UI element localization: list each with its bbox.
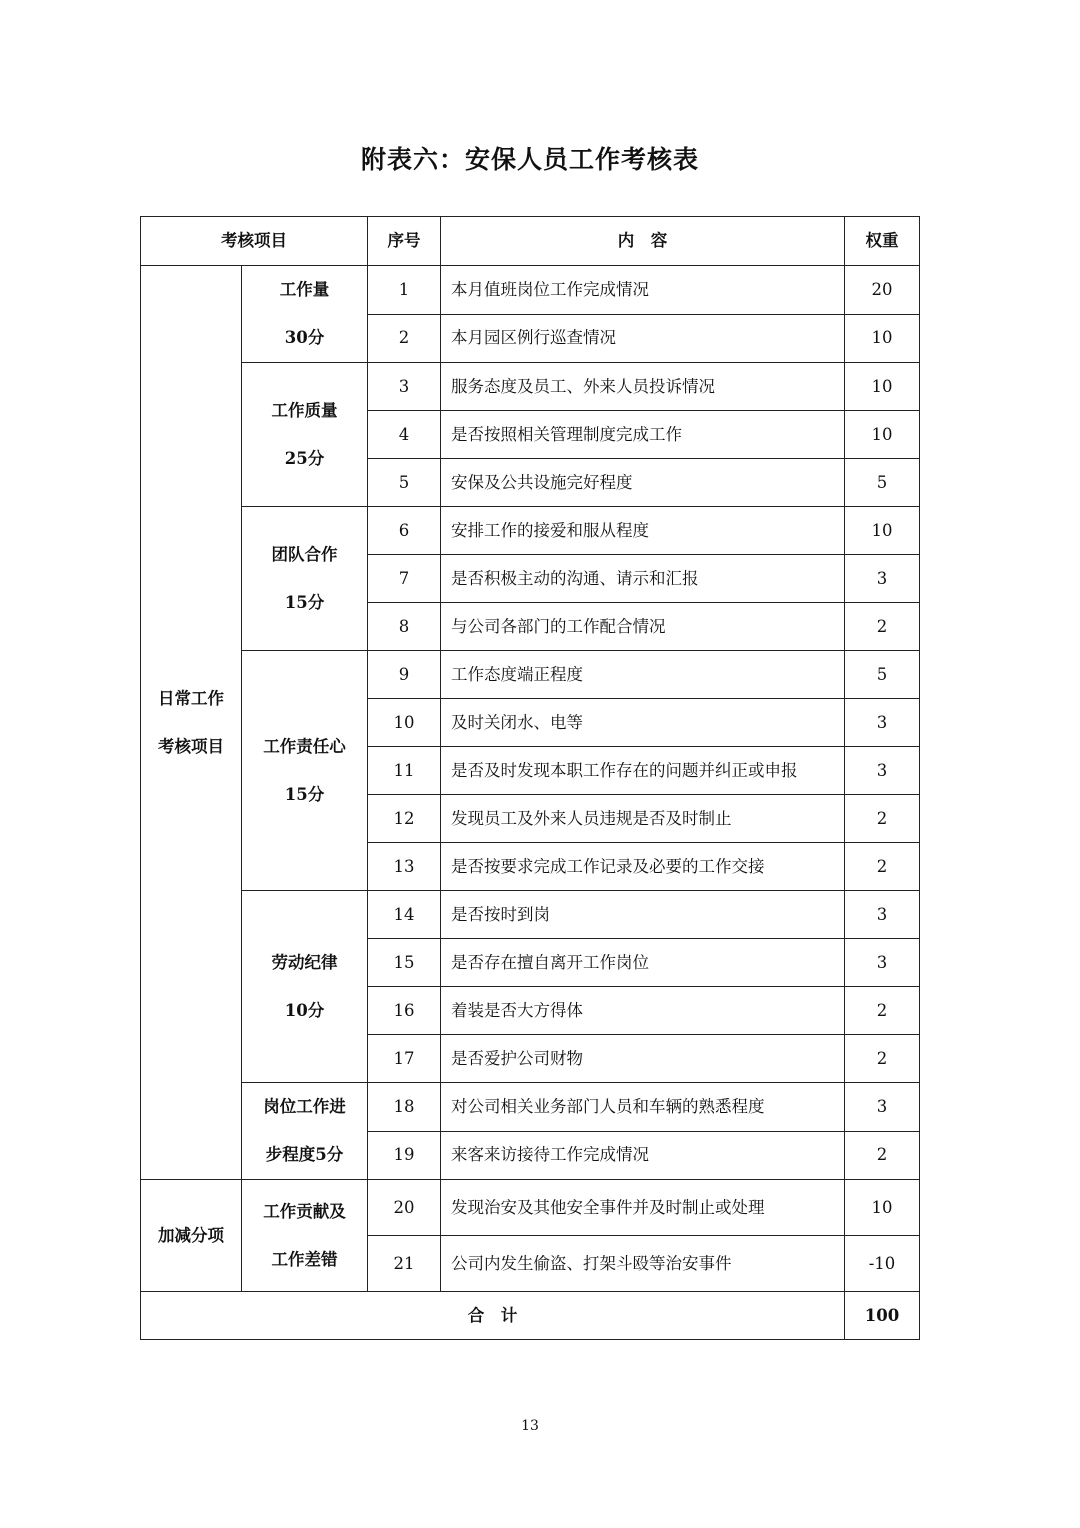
row-weight: 5 <box>845 459 920 507</box>
row-seq: 5 <box>368 459 441 507</box>
row-content: 与公司各部门的工作配合情况 <box>441 603 845 651</box>
table-row <box>141 891 920 939</box>
row-seq: 3 <box>368 363 441 411</box>
total-row <box>141 1292 920 1340</box>
table-header-row <box>141 217 920 266</box>
total-weight: 100 <box>845 1292 920 1340</box>
row-weight: 2 <box>845 795 920 843</box>
subgroup-line2: 步程度5分 <box>265 1145 344 1164</box>
row-weight: 2 <box>845 843 920 891</box>
group-daily-line1: 日常工作 <box>158 688 224 708</box>
header-seq: 序号 <box>368 217 441 266</box>
row-seq: 15 <box>368 939 441 987</box>
group-daily-line2: 考核项目 <box>158 736 224 756</box>
table-row <box>141 507 920 555</box>
subgroup-line2: 25分 <box>284 448 325 468</box>
total-label: 合 计 <box>141 1292 845 1340</box>
row-seq: 21 <box>368 1236 441 1292</box>
row-weight: 10 <box>845 507 920 555</box>
row-seq: 17 <box>368 1035 441 1083</box>
row-weight: 10 <box>845 411 920 459</box>
subgroup-line2: 10分 <box>284 1000 325 1020</box>
row-content: 安保及公共设施完好程度 <box>441 459 845 507</box>
row-seq: 16 <box>368 987 441 1035</box>
row-content: 安排工作的接爱和服从程度 <box>441 507 845 555</box>
subgroup-responsibility <box>242 651 368 891</box>
subgroup-line1: 工作责任心 <box>263 736 346 756</box>
row-seq: 14 <box>368 891 441 939</box>
row-weight: 3 <box>845 1083 920 1132</box>
table-row <box>141 266 920 315</box>
subgroup-line2: 工作差错 <box>271 1249 338 1269</box>
document-title: 附表六：安保人员工作考核表 <box>360 145 699 174</box>
row-content: 是否按时到岗 <box>441 891 845 939</box>
row-weight: 3 <box>845 699 920 747</box>
row-content: 发现员工及外来人员违规是否及时制止 <box>441 795 845 843</box>
row-content: 服务态度及员工、外来人员投诉情况 <box>441 363 845 411</box>
row-weight: 3 <box>845 555 920 603</box>
row-weight: 3 <box>845 891 920 939</box>
row-weight: 2 <box>845 987 920 1035</box>
row-content: 是否存在擅自离开工作岗位 <box>441 939 845 987</box>
row-seq: 10 <box>368 699 441 747</box>
subgroup-line1: 工作贡献及 <box>263 1201 346 1221</box>
row-content: 是否爱护公司财物 <box>441 1035 845 1083</box>
header-content: 内 容 <box>441 217 845 266</box>
subgroup-workload <box>242 266 368 363</box>
row-content: 工作态度端正程度 <box>441 651 845 699</box>
row-content: 本月园区例行巡查情况 <box>441 314 845 363</box>
row-seq: 13 <box>368 843 441 891</box>
row-seq: 7 <box>368 555 441 603</box>
row-content: 是否按照相关管理制度完成工作 <box>441 411 845 459</box>
row-seq: 2 <box>368 314 441 363</box>
row-content: 及时关闭水、电等 <box>441 699 845 747</box>
row-content: 来客来访接待工作完成情况 <box>441 1131 845 1180</box>
subgroup-line1: 工作量 <box>279 280 330 299</box>
group-daily <box>141 266 242 1180</box>
subgroup-teamwork <box>242 507 368 651</box>
row-weight: 5 <box>845 651 920 699</box>
page-number: 13 <box>521 1418 539 1434</box>
row-content: 对公司相关业务部门人员和车辆的熟悉程度 <box>441 1083 845 1132</box>
row-seq: 4 <box>368 411 441 459</box>
row-content: 着装是否大方得体 <box>441 987 845 1035</box>
table-row <box>141 1180 920 1236</box>
header-category: 考核项目 <box>141 217 368 266</box>
row-content: 是否及时发现本职工作存在的问题并纠正或申报 <box>441 747 845 795</box>
row-seq: 8 <box>368 603 441 651</box>
row-weight: 3 <box>845 747 920 795</box>
row-weight: 10 <box>845 314 920 363</box>
row-seq: 18 <box>368 1083 441 1132</box>
row-weight: 10 <box>845 363 920 411</box>
row-weight: 2 <box>845 1035 920 1083</box>
subgroup-line2: 30分 <box>284 328 325 347</box>
row-weight: 2 <box>845 603 920 651</box>
subgroup-line1: 劳动纪律 <box>271 952 338 972</box>
row-seq: 12 <box>368 795 441 843</box>
row-content: 是否按要求完成工作记录及必要的工作交接 <box>441 843 845 891</box>
subgroup-line2: 15分 <box>284 784 325 804</box>
table-row <box>141 651 920 699</box>
subgroup-line2: 15分 <box>284 592 325 612</box>
subgroup-progress <box>242 1083 368 1180</box>
row-weight: 2 <box>845 1131 920 1180</box>
row-weight: -10 <box>845 1236 920 1292</box>
subgroup-line1: 工作质量 <box>271 400 338 420</box>
row-content: 发现治安及其他安全事件并及时制止或处理 <box>441 1180 845 1236</box>
assessment-table <box>140 216 920 1340</box>
row-weight: 20 <box>845 266 920 315</box>
row-content: 是否积极主动的沟通、请示和汇报 <box>441 555 845 603</box>
row-content: 公司内发生偷盗、打架斗殴等治安事件 <box>441 1236 845 1292</box>
row-content: 本月值班岗位工作完成情况 <box>441 266 845 315</box>
row-seq: 6 <box>368 507 441 555</box>
row-weight: 3 <box>845 939 920 987</box>
subgroup-contribution <box>242 1180 368 1292</box>
table-row <box>141 1083 920 1132</box>
row-seq: 19 <box>368 1131 441 1180</box>
table-row <box>141 363 920 411</box>
header-weight: 权重 <box>845 217 920 266</box>
subgroup-discipline <box>242 891 368 1083</box>
group-bonus: 加减分项 <box>141 1180 242 1292</box>
subgroup-quality <box>242 363 368 507</box>
row-seq: 1 <box>368 266 441 315</box>
row-seq: 20 <box>368 1180 441 1236</box>
row-seq: 11 <box>368 747 441 795</box>
row-seq: 9 <box>368 651 441 699</box>
subgroup-line1: 岗位工作进 <box>263 1097 346 1116</box>
subgroup-line1: 团队合作 <box>271 544 338 564</box>
row-weight: 10 <box>845 1180 920 1236</box>
